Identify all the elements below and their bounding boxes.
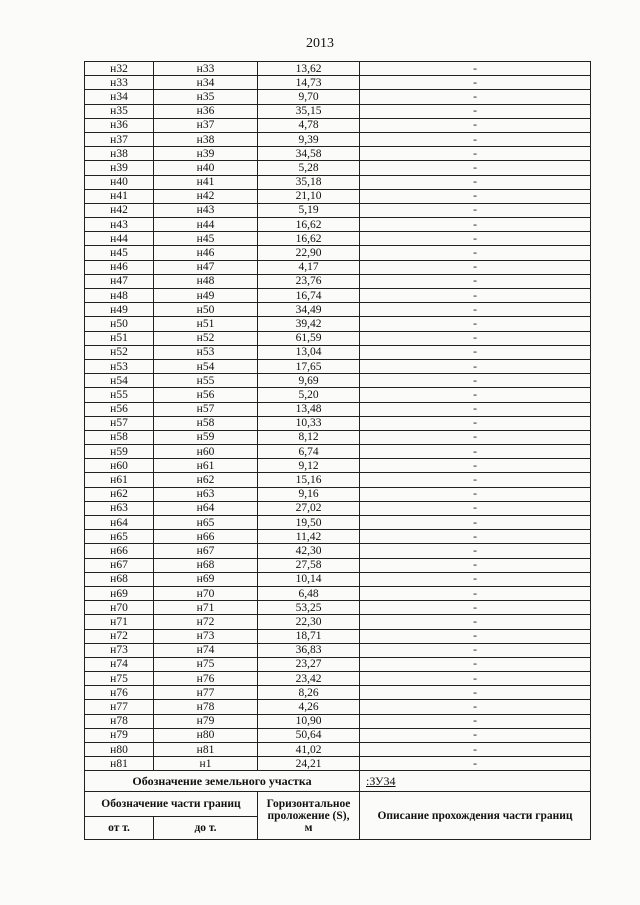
- point-from: н38: [85, 147, 154, 161]
- distance-value: 10,90: [258, 714, 360, 728]
- point-from: н65: [85, 530, 154, 544]
- point-from: н49: [85, 303, 154, 317]
- table-row: [85, 218, 591, 232]
- description-value: -: [360, 76, 591, 90]
- description-value: -: [360, 615, 591, 629]
- point-from: н42: [85, 203, 154, 217]
- point-from: н56: [85, 402, 154, 416]
- description-value: -: [360, 388, 591, 402]
- description-value: -: [360, 90, 591, 104]
- point-to: н52: [154, 331, 258, 345]
- boundary-table: [84, 61, 591, 840]
- point-to: н79: [154, 714, 258, 728]
- point-to: н57: [154, 402, 258, 416]
- description-value: -: [360, 700, 591, 714]
- description-value: -: [360, 643, 591, 657]
- point-from: н77: [85, 700, 154, 714]
- table-row: [85, 714, 591, 728]
- point-from: н66: [85, 544, 154, 558]
- distance-value: 9,12: [258, 459, 360, 473]
- point-from: н54: [85, 374, 154, 388]
- description-value: -: [360, 104, 591, 118]
- point-from: н69: [85, 586, 154, 600]
- header-horizontal-line2: проложение (S),: [267, 809, 350, 822]
- distance-value: 24,21: [258, 757, 360, 771]
- distance-value: 10,14: [258, 572, 360, 586]
- header-horizontal-line3: м: [304, 821, 313, 834]
- table-row: [85, 558, 591, 572]
- distance-value: 5,28: [258, 161, 360, 175]
- page-number: 2013: [306, 36, 334, 51]
- table-row: [85, 246, 591, 260]
- distance-value: 5,20: [258, 388, 360, 402]
- table-row: [85, 232, 591, 246]
- point-from: н51: [85, 331, 154, 345]
- point-to: н49: [154, 289, 258, 303]
- description-value: -: [360, 203, 591, 217]
- table-row: [85, 572, 591, 586]
- description-value: -: [360, 629, 591, 643]
- table-row: [85, 189, 591, 203]
- point-from: н81: [85, 757, 154, 771]
- table-row: [85, 388, 591, 402]
- point-from: н58: [85, 430, 154, 444]
- distance-value: 23,42: [258, 672, 360, 686]
- parcel-row: [85, 771, 591, 792]
- description-value: -: [360, 147, 591, 161]
- point-to: н66: [154, 530, 258, 544]
- distance-value: 9,70: [258, 90, 360, 104]
- description-value: -: [360, 473, 591, 487]
- distance-value: 23,76: [258, 274, 360, 288]
- header-part-designation: Обозначение части границ: [85, 792, 258, 817]
- point-to: н75: [154, 657, 258, 671]
- description-value: -: [360, 161, 591, 175]
- header-horizontal: [258, 792, 360, 840]
- distance-value: 35,18: [258, 175, 360, 189]
- table-row: [85, 260, 591, 274]
- table-row: [85, 132, 591, 146]
- distance-value: 18,71: [258, 629, 360, 643]
- table-row: [85, 445, 591, 459]
- table-row: [85, 289, 591, 303]
- distance-value: 27,02: [258, 501, 360, 515]
- description-value: -: [360, 601, 591, 615]
- description-value: -: [360, 374, 591, 388]
- point-to: н63: [154, 487, 258, 501]
- table-row: [85, 345, 591, 359]
- header-row-1: [85, 792, 591, 817]
- point-to: н62: [154, 473, 258, 487]
- distance-value: 22,30: [258, 615, 360, 629]
- table-row: [85, 430, 591, 444]
- point-to: н51: [154, 317, 258, 331]
- point-to: н48: [154, 274, 258, 288]
- table-row: [85, 459, 591, 473]
- distance-value: 16,62: [258, 218, 360, 232]
- distance-value: 9,16: [258, 487, 360, 501]
- distance-value: 5,19: [258, 203, 360, 217]
- distance-value: 36,83: [258, 643, 360, 657]
- description-value: -: [360, 402, 591, 416]
- point-from: н52: [85, 345, 154, 359]
- boundary-footer: [85, 771, 591, 840]
- description-value: -: [360, 246, 591, 260]
- table-row: [85, 530, 591, 544]
- description-value: -: [360, 118, 591, 132]
- distance-value: 50,64: [258, 728, 360, 742]
- point-from: н44: [85, 232, 154, 246]
- point-from: н43: [85, 218, 154, 232]
- table-row: [85, 161, 591, 175]
- distance-value: 10,33: [258, 416, 360, 430]
- table-row: [85, 90, 591, 104]
- point-from: н64: [85, 516, 154, 530]
- distance-value: 8,12: [258, 430, 360, 444]
- point-from: н53: [85, 359, 154, 373]
- description-value: -: [360, 303, 591, 317]
- point-to: н65: [154, 516, 258, 530]
- point-to: н37: [154, 118, 258, 132]
- point-to: н68: [154, 558, 258, 572]
- point-from: н74: [85, 657, 154, 671]
- table-row: [85, 203, 591, 217]
- point-to: н41: [154, 175, 258, 189]
- point-to: н56: [154, 388, 258, 402]
- description-value: -: [360, 175, 591, 189]
- table-row: [85, 629, 591, 643]
- description-value: -: [360, 586, 591, 600]
- point-to: н53: [154, 345, 258, 359]
- description-value: -: [360, 558, 591, 572]
- distance-value: 39,42: [258, 317, 360, 331]
- table-row: [85, 147, 591, 161]
- table-row: [85, 374, 591, 388]
- description-value: -: [360, 189, 591, 203]
- point-to: н1: [154, 757, 258, 771]
- description-value: -: [360, 672, 591, 686]
- point-from: н62: [85, 487, 154, 501]
- point-from: н33: [85, 76, 154, 90]
- point-to: н47: [154, 260, 258, 274]
- point-from: н73: [85, 643, 154, 657]
- point-to: н44: [154, 218, 258, 232]
- description-value: -: [360, 260, 591, 274]
- distance-value: 42,30: [258, 544, 360, 558]
- point-from: н41: [85, 189, 154, 203]
- distance-value: 13,62: [258, 62, 360, 76]
- table-row: [85, 104, 591, 118]
- point-from: н37: [85, 132, 154, 146]
- point-from: н48: [85, 289, 154, 303]
- description-value: -: [360, 714, 591, 728]
- parcel-label: Обозначение земельного участка: [85, 771, 360, 792]
- point-from: н55: [85, 388, 154, 402]
- point-from: н72: [85, 629, 154, 643]
- point-to: н60: [154, 445, 258, 459]
- description-value: -: [360, 345, 591, 359]
- header-to: до т.: [154, 817, 258, 840]
- description-value: -: [360, 218, 591, 232]
- description-value: -: [360, 530, 591, 544]
- point-to: н33: [154, 62, 258, 76]
- table-row: [85, 743, 591, 757]
- description-value: -: [360, 430, 591, 444]
- header-description: Описание прохождения части границ: [360, 792, 591, 840]
- point-to: н58: [154, 416, 258, 430]
- description-value: -: [360, 728, 591, 742]
- point-to: н78: [154, 700, 258, 714]
- point-from: н76: [85, 686, 154, 700]
- description-value: -: [360, 317, 591, 331]
- description-value: -: [360, 331, 591, 345]
- point-from: н32: [85, 62, 154, 76]
- table-row: [85, 402, 591, 416]
- point-to: н36: [154, 104, 258, 118]
- distance-value: 6,74: [258, 445, 360, 459]
- table-row: [85, 544, 591, 558]
- point-to: н54: [154, 359, 258, 373]
- point-from: н61: [85, 473, 154, 487]
- distance-value: 14,73: [258, 76, 360, 90]
- point-to: н76: [154, 672, 258, 686]
- distance-value: 13,04: [258, 345, 360, 359]
- table-row: [85, 118, 591, 132]
- point-to: н67: [154, 544, 258, 558]
- point-from: н75: [85, 672, 154, 686]
- point-to: н73: [154, 629, 258, 643]
- point-to: н80: [154, 728, 258, 742]
- description-value: -: [360, 487, 591, 501]
- table-row: [85, 657, 591, 671]
- point-to: н50: [154, 303, 258, 317]
- distance-value: 23,27: [258, 657, 360, 671]
- point-from: н34: [85, 90, 154, 104]
- point-from: н79: [85, 728, 154, 742]
- distance-value: 19,50: [258, 516, 360, 530]
- point-from: н57: [85, 416, 154, 430]
- point-from: н39: [85, 161, 154, 175]
- point-from: н70: [85, 601, 154, 615]
- point-to: н39: [154, 147, 258, 161]
- table-row: [85, 615, 591, 629]
- description-value: -: [360, 359, 591, 373]
- distance-value: 4,17: [258, 260, 360, 274]
- distance-value: 15,16: [258, 473, 360, 487]
- point-from: н78: [85, 714, 154, 728]
- table-row: [85, 728, 591, 742]
- point-from: н45: [85, 246, 154, 260]
- distance-value: 11,42: [258, 530, 360, 544]
- point-from: н50: [85, 317, 154, 331]
- distance-value: 17,65: [258, 359, 360, 373]
- description-value: -: [360, 132, 591, 146]
- description-value: -: [360, 289, 591, 303]
- point-to: н59: [154, 430, 258, 444]
- table-row: [85, 487, 591, 501]
- description-value: -: [360, 544, 591, 558]
- point-from: н47: [85, 274, 154, 288]
- distance-value: 4,78: [258, 118, 360, 132]
- point-to: н81: [154, 743, 258, 757]
- distance-value: 34,58: [258, 147, 360, 161]
- point-from: н71: [85, 615, 154, 629]
- distance-value: 8,26: [258, 686, 360, 700]
- table-row: [85, 175, 591, 189]
- description-value: -: [360, 516, 591, 530]
- point-from: н60: [85, 459, 154, 473]
- parcel-code: :ЗУ34: [360, 771, 591, 792]
- distance-value: 34,49: [258, 303, 360, 317]
- table-row: [85, 317, 591, 331]
- point-to: н46: [154, 246, 258, 260]
- table-row: [85, 672, 591, 686]
- point-from: н68: [85, 572, 154, 586]
- table-row: [85, 62, 591, 76]
- table-row: [85, 331, 591, 345]
- point-from: н59: [85, 445, 154, 459]
- table-row: [85, 700, 591, 714]
- point-to: н35: [154, 90, 258, 104]
- point-to: н61: [154, 459, 258, 473]
- description-value: -: [360, 501, 591, 515]
- header-horizontal-line1: Горизонтальное: [266, 797, 351, 810]
- point-to: н43: [154, 203, 258, 217]
- description-value: -: [360, 416, 591, 430]
- table-row: [85, 643, 591, 657]
- header-from: от т.: [85, 817, 154, 840]
- table-row: [85, 416, 591, 430]
- description-value: -: [360, 274, 591, 288]
- point-from: н67: [85, 558, 154, 572]
- description-value: -: [360, 445, 591, 459]
- table-row: [85, 516, 591, 530]
- description-value: -: [360, 686, 591, 700]
- point-to: н40: [154, 161, 258, 175]
- description-value: -: [360, 232, 591, 246]
- table-row: [85, 501, 591, 515]
- table-row: [85, 686, 591, 700]
- description-value: -: [360, 657, 591, 671]
- distance-value: 4,26: [258, 700, 360, 714]
- point-to: н45: [154, 232, 258, 246]
- table-row: [85, 757, 591, 771]
- distance-value: 35,15: [258, 104, 360, 118]
- distance-value: 22,90: [258, 246, 360, 260]
- distance-value: 6,48: [258, 586, 360, 600]
- distance-value: 41,02: [258, 743, 360, 757]
- point-to: н71: [154, 601, 258, 615]
- point-to: н72: [154, 615, 258, 629]
- distance-value: 61,59: [258, 331, 360, 345]
- point-to: н69: [154, 572, 258, 586]
- point-to: н42: [154, 189, 258, 203]
- distance-value: 9,39: [258, 132, 360, 146]
- description-value: -: [360, 459, 591, 473]
- point-to: н55: [154, 374, 258, 388]
- boundary-rows: [85, 62, 591, 771]
- point-to: н34: [154, 76, 258, 90]
- point-from: н36: [85, 118, 154, 132]
- distance-value: 16,62: [258, 232, 360, 246]
- point-to: н70: [154, 586, 258, 600]
- table-row: [85, 473, 591, 487]
- table-row: [85, 76, 591, 90]
- point-to: н64: [154, 501, 258, 515]
- point-from: н35: [85, 104, 154, 118]
- point-to: н77: [154, 686, 258, 700]
- table-row: [85, 586, 591, 600]
- point-to: н38: [154, 132, 258, 146]
- distance-value: 21,10: [258, 189, 360, 203]
- distance-value: 53,25: [258, 601, 360, 615]
- point-from: н63: [85, 501, 154, 515]
- description-value: -: [360, 62, 591, 76]
- table-row: [85, 303, 591, 317]
- description-value: -: [360, 572, 591, 586]
- table-row: [85, 274, 591, 288]
- point-from: н40: [85, 175, 154, 189]
- point-from: н80: [85, 743, 154, 757]
- distance-value: 13,48: [258, 402, 360, 416]
- distance-value: 16,74: [258, 289, 360, 303]
- table-row: [85, 601, 591, 615]
- point-to: н74: [154, 643, 258, 657]
- distance-value: 9,69: [258, 374, 360, 388]
- description-value: -: [360, 743, 591, 757]
- distance-value: 27,58: [258, 558, 360, 572]
- description-value: -: [360, 757, 591, 771]
- point-from: н46: [85, 260, 154, 274]
- table-row: [85, 359, 591, 373]
